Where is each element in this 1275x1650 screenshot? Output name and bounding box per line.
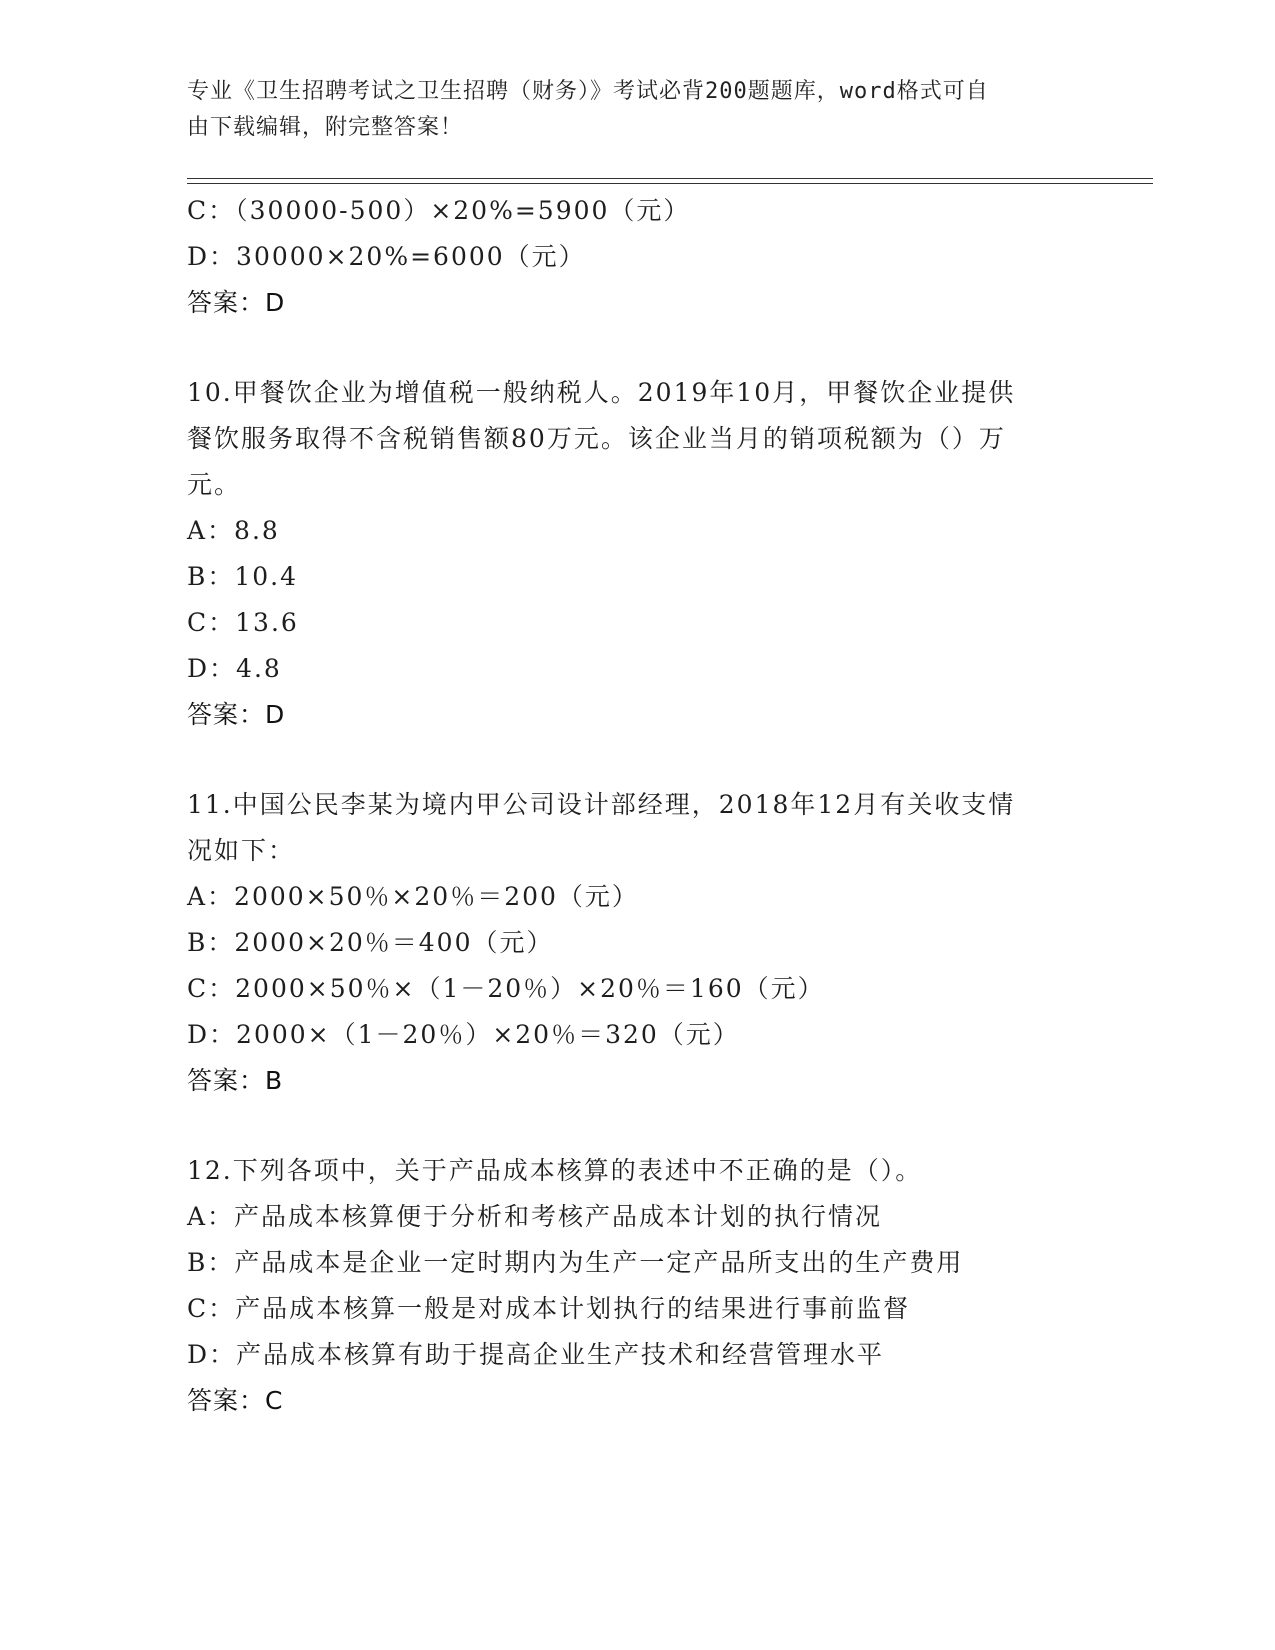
header-divider-bottom: [187, 183, 1153, 184]
option-a: A：产品成本核算便于分析和考核产品成本计划的执行情况: [187, 1202, 883, 1231]
option-a: A：2000×50％×20％＝200（元）: [187, 882, 639, 911]
answer: 答案：B: [187, 1066, 284, 1095]
answer: 答案：D: [187, 700, 286, 729]
question-9-tail: [187, 188, 1087, 326]
question-text-line-1: 11.中国公民李某为境内甲公司设计部经理，2018年12月有关收支情: [187, 790, 1016, 819]
option-d: D：30000×20%=6000（元）: [187, 242, 586, 271]
question-10: [187, 370, 1087, 738]
option-a: A：8.8: [187, 516, 280, 545]
question-text-line-2: 餐饮服务取得不含税销售额80万元。该企业当月的销项税额为（）万: [187, 424, 1006, 453]
option-c: C：2000×50％×（1－20％）×20％＝160（元）: [187, 974, 825, 1003]
question-text-line-2: 况如下：: [187, 836, 296, 865]
option-d: D：2000×（1－20％）×20％＝320（元）: [187, 1020, 740, 1049]
option-c: C：产品成本核算一般是对成本计划执行的结果进行事前监督: [187, 1294, 911, 1323]
option-b: B：产品成本是企业一定时期内为生产一定产品所支出的生产费用: [187, 1248, 964, 1277]
header-divider-top: [187, 178, 1153, 179]
document-header: [187, 74, 1067, 146]
question-11: [187, 782, 1087, 1104]
question-text-line-1: 12.下列各项中，关于产品成本核算的表述中不正确的是（）。: [187, 1156, 923, 1185]
answer: 答案：C: [187, 1386, 284, 1415]
question-list: [187, 188, 1087, 1424]
option-b: B：2000×20％＝400（元）: [187, 928, 554, 957]
option-d: D：4.8: [187, 654, 282, 683]
question-text-line-3: 元。: [187, 470, 242, 499]
option-c: C：（30000-500）×20%=5900（元）: [187, 196, 691, 225]
question-text-line-1: 10.甲餐饮企业为增值税一般纳税人。2019年10月，甲餐饮企业提供: [187, 378, 1016, 407]
option-c: C：13.6: [187, 608, 299, 637]
header-line-2: 由下载编辑，附完整答案！: [187, 115, 464, 140]
question-12: [187, 1148, 1087, 1424]
option-b: B：10.4: [187, 562, 299, 591]
answer: 答案：D: [187, 288, 286, 317]
header-line-1: 专业《卫生招聘考试之卫生招聘（财务）》考试必背200题题库，word格式可自: [187, 79, 989, 104]
option-d: D：产品成本核算有助于提高企业生产技术和经营管理水平: [187, 1340, 885, 1369]
